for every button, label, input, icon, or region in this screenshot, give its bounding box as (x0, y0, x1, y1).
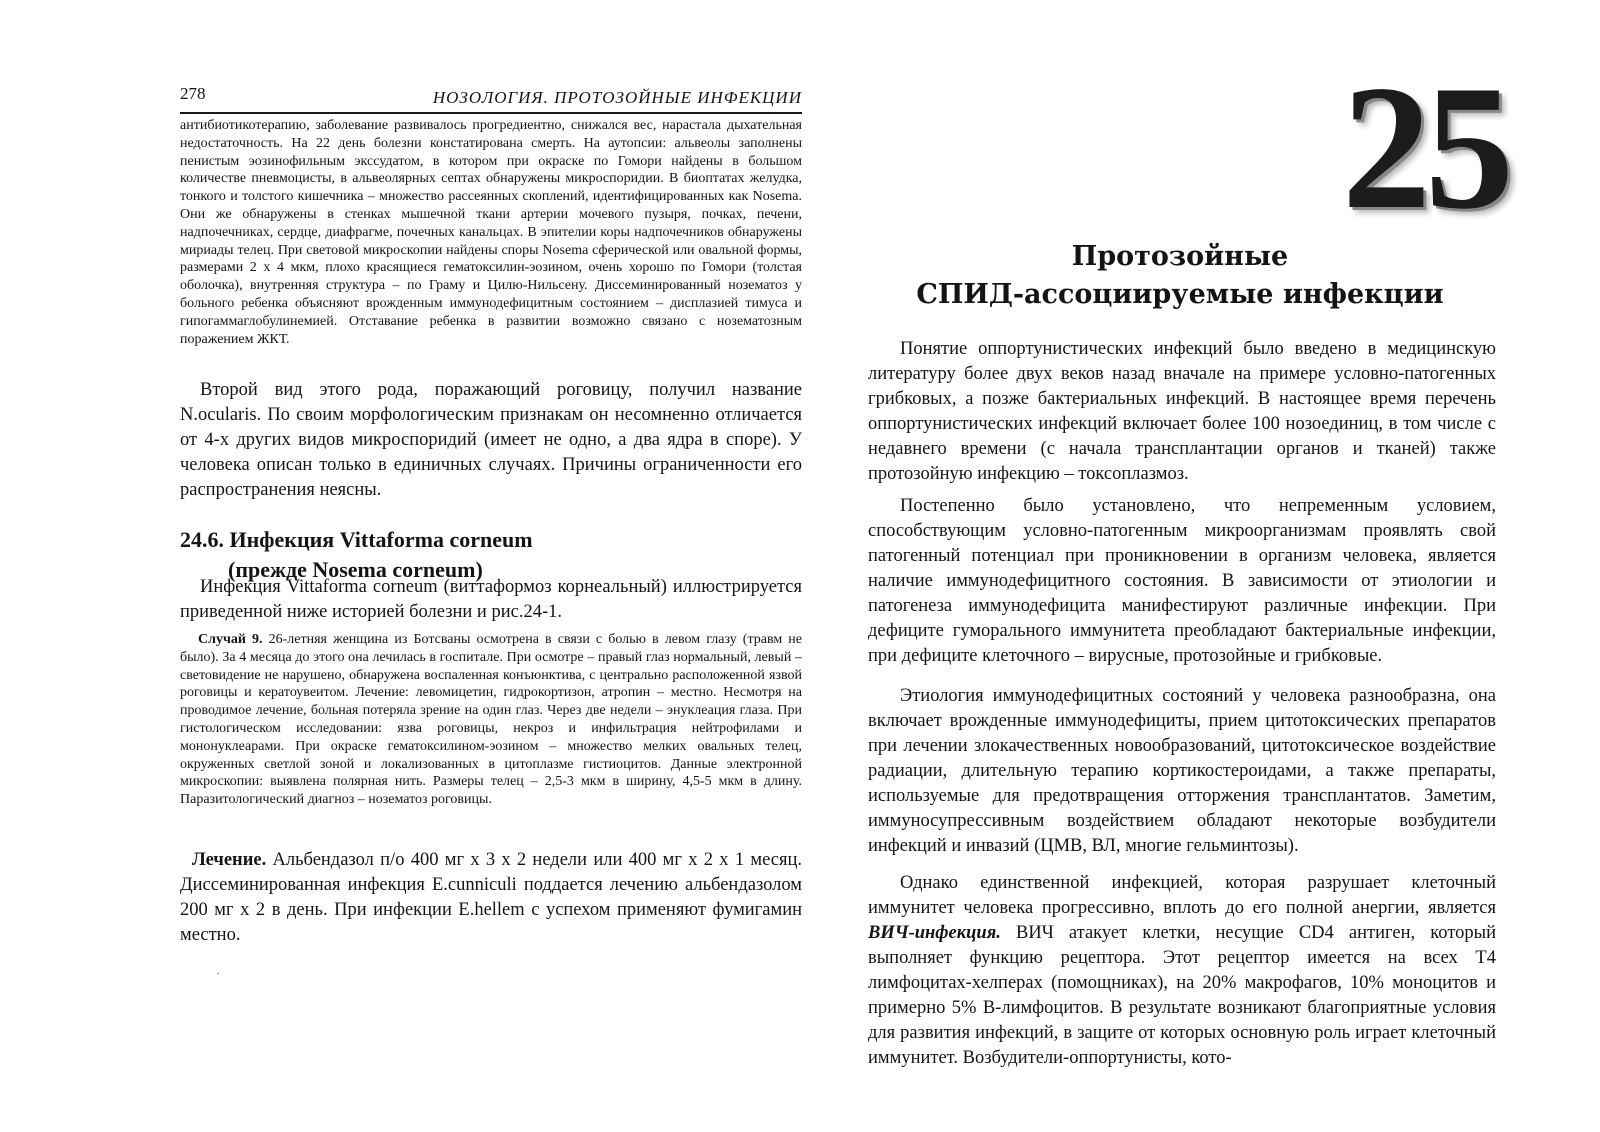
right-page (800, 0, 1600, 1132)
paragraph-2: Постепенно было установлено, что непременным условием, способствующим условно-патогенным микроорганизмам проявлять свой патогенный потенциал при проникновении в организм человека, является наличие иммунодефицитного состояния. В зависимости от этиологии и патогенеза иммунодефицита манифестируют различные инфекции. При дефиците гуморального иммунитета преобладают бактериальные инфекции, при дефиците клеточного – вирусные, протозойные и грибковые. (868, 496, 1496, 666)
treatment-label: Лечение. (192, 850, 267, 870)
chapter-number: 25 (1342, 48, 1508, 246)
running-title: НОЗОЛОГИЯ. ПРОТОЗОЙНЫЕ ИНФЕКЦИИ (432, 88, 802, 107)
hiv-emphasis: ВИЧ-инфекция. (868, 923, 1001, 943)
ocularis-paragraph: Второй вид этого рода, поражающий роговицу, получил название N.ocularis. По своим морфологическим признакам он несомненно отличается от 4-х других видов микроспоридий (имеет не одно, а два ядра в споре). У человека описан только в единичных случаях. Причины ограниченности его распространения неясны. (180, 380, 802, 500)
paragraph-1: Понятие оппортунистических инфекций было введено в медицинскую литературу более двух веков назад вначале на примере условно-патогенных грибковых, а позже бактериальных инфекций. В настоящее время перечень оппортунистических инфекций включает более 100 нозоединиц, в том числе с недавнего времени (с начала трансплантации органов и тканей) также протозойную инфекцию – токсоплазмоз. (868, 339, 1496, 484)
chapter-title (860, 238, 1500, 314)
running-head (180, 84, 802, 114)
intro-paragraph: Инфекция Vittaforma corneum (виттаформоз корнеальный) иллюстрируется приведенной ниже историей болезни и рис.24-1. (180, 577, 802, 622)
paragraph-4 (868, 871, 1496, 1071)
paragraph-3: Этиология иммунодефицитных состояний у человека разнообразна, она включает врожденные иммунодефициты, прием цитотоксических препаратов при лечении злокачественных новообразований, цитотоксическое воздействие радиации, длительную терапию кортикостероидами, а также препараты, используемые для предотвращения отторжения трансплантатов. Заметим, иммуносупрессивным воздействием обладают некоторые возбудители инфекций и инвазий (ЦМВ, ВЛ, многие гельминтозы). (868, 686, 1496, 856)
paragraph-4-part2: ВИЧ атакует клетки, несущие CD4 антиген, который выполняет функцию рецептора. Этот рецептор имеется на всех Т4 лимфоцитах-хелперах (помощниках), на 20% макрофагов, 10% моноцитов и примерно 5% В-лимфоцитов. В результате возникают благоприятные условия для развития инфекций, в защите от которых основную роль играет клеточный иммунитет. Возбудители-оппортунисты, кото- (868, 923, 1496, 1068)
case-label: Случай 9. (198, 632, 263, 647)
case-text: 26-летняя женщина из Ботсваны осмотрена в связи с болью в левом глазу (травм не было). За 4 месяца до этого она лечилась в госпитале. При осмотре – правый глаз нормальный, левый – световидение не нарушено, обнаружена воспаленная конъюнктива, с центрально расположенной язвой роговицы и кератоувеитом. Лечение: левомицетин, гидрокортизон, атропин – местно. Несмотря на проводимое лечение, больная потеряла зрение на один глаз. Через две недели – энуклеация глаза. При гистологическом исследовании: язва роговицы, некроз и инфильтрация нейтрофилами и мононуклеарами. При окраске гематоксилином-эозином – множество мелких овальных телец, окруженных светлой зоной и локализованных в цитоплазме гистиоцитов. Данные электронной микроскопии: выявлена полярная нить. Размеры телец – 2,5-3 мкм в ширину, 4,5-5 мкм в длину. Паразитологический диагноз – нозематоз роговицы. (180, 632, 802, 808)
case-continuation-paragraph: антибиотикотерапию, заболевание развивалось прогредиентно, снижался вес, нарастала дыхательная недостаточность. На 22 день болезни констатирована смерть. На аутопсии: альвеолы заполнены пенистым эозинофильным экссудатом, в котором при окраске по Гомори найдены в большом количестве пневмоцисты, в альвеолярных септах обнаружены микроспоридии. В биоптатах желудка, тонкого и толстого кишечника – множество рассеянных скоплений, идентифицированных как Nosema. Они же обнаружены в стенках мышечной ткани артерии мочевого пузыря, почках, печени, надпочечниках, сердце, диафрагме, почечных канальцах. В эпителии коры надпочечников обнаружены мириады телец. При световой микроскопии найдены споры Nosema сферической или овальной формы, размерами 2 х 4 мкм, плохо красящиеся гематоксилин-эозином, очень хорошо по Гомори (толстая оболочка), внутренняя структура – по Граму и Цилю-Нильсену. Диссеминированный нозематоз у больного ребенка объясняют врожденным иммунодефицитным состоянием – дисплазией тимуса и гипогаммаглобулинемией. Отставание ребенка в развитии возможно связано с нозематозным поражением ЖКТ. (180, 118, 802, 347)
chapter-title-line1: Протозойные (1071, 241, 1289, 272)
treatment-text: Альбендазол п/о 400 мг х 3 х 2 недели или 400 мг х 2 х 1 месяц. Диссеминированная инфекция E.cunniculi поддается лечению альбендазолом 200 мг х 2 в день. При инфекции E.hellem с успехом применяют фумигамин местно. (180, 850, 802, 945)
case-paragraph (180, 631, 802, 809)
paragraph-4-part1: Однако единственной инфекцией, которая разрушает клеточный иммунитет человека прогрессивно, вплоть до его полной анергии, является (868, 873, 1496, 918)
section-heading-line2: (прежде Nosema corneum) (228, 557, 483, 582)
page-number: 278 (180, 84, 206, 103)
section-heading-line1: 24.6. Инфекция Vittaforma corneum (180, 527, 533, 552)
scan-speck: · (216, 966, 220, 980)
treatment-paragraph (180, 848, 802, 948)
chapter-title-line2: СПИД-ассоциируемые инфекции (916, 279, 1444, 310)
